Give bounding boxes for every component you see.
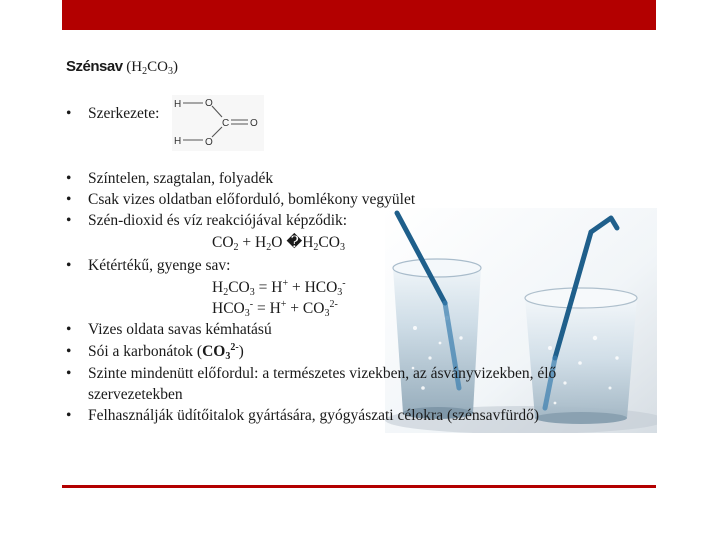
eq-sub: 3 [225, 351, 231, 362]
eq-sup: - [342, 278, 346, 289]
eq-part: + H [238, 234, 267, 251]
bullet-text: Csak vizes oldatban előforduló, bomlékony vegyület [88, 191, 416, 208]
bullet-text: szervezetekben [88, 386, 183, 403]
eq-sub: 3 [339, 242, 345, 253]
equation-dissociation-1 [212, 278, 346, 298]
bullet-text: Kétértékű, gyenge sav: [88, 257, 231, 274]
bullet-dot: • [66, 212, 72, 229]
eq-sup: - [249, 299, 254, 310]
eq-sub: 2 [313, 242, 319, 253]
bullet-dot: • [66, 105, 72, 122]
equilibrium-symbol: � [286, 234, 303, 251]
atom-c: C [222, 118, 230, 129]
title-formula-part: CO [147, 59, 168, 75]
bullet-text [88, 342, 244, 362]
eq-part: + HCO [288, 279, 338, 296]
bullet-text: Vizes oldata savas kémhatású [88, 321, 272, 338]
eq-part: H [212, 279, 224, 296]
bullet-text-part: Sói a karbonátok ( [88, 343, 203, 360]
slide-title [66, 58, 178, 76]
title-formula-sub: 2 [142, 66, 148, 77]
bullet-text: Színtelen, szagtalan, folyadék [88, 170, 274, 187]
eq-part: CO [228, 279, 250, 296]
eq-part: = H [253, 300, 281, 317]
bullet-text: Szén-dioxid és víz reakciójával képződik: [88, 212, 348, 229]
eq-sup: 2- [230, 342, 239, 353]
glasses-photo [385, 208, 657, 433]
equation-formation [212, 233, 345, 253]
top-accent-bar [62, 0, 656, 30]
bullet-dot: • [66, 170, 72, 187]
eq-sub: 3 [244, 308, 250, 319]
equation-dissociation-2 [212, 299, 338, 319]
atom-h2: H [174, 136, 182, 147]
eq-sub: 3 [249, 287, 255, 298]
atom-h1: H [174, 99, 182, 110]
title-formula-part: (H [122, 59, 143, 75]
eq-part: H [302, 234, 314, 251]
bullet-dot: • [66, 321, 72, 338]
eq-sup: + [280, 299, 287, 310]
eq-sub: 3 [324, 308, 330, 319]
eq-part: + CO [286, 300, 325, 317]
eq-part: CO [318, 234, 340, 251]
title-formula-sub: 3 [167, 66, 173, 77]
bullet-text-part: ) [238, 343, 244, 360]
eq-part: O [271, 234, 287, 251]
eq-sub: 3 [337, 287, 343, 298]
bullet-dot: • [66, 343, 72, 360]
eq-sub: 2 [223, 287, 229, 298]
eq-sup: + [282, 278, 289, 289]
atom-o3: O [250, 118, 258, 129]
eq-part: = H [254, 279, 283, 296]
bullet-dot: • [66, 257, 72, 274]
eq-sup: 2- [329, 299, 338, 310]
carbonate-formula: CO [202, 343, 226, 360]
eq-part: HCO [212, 300, 245, 317]
eq-sub: 2 [266, 242, 272, 253]
eq-part: CO [212, 234, 234, 251]
bullet-text: Szerkezete: [88, 105, 160, 122]
bullet-dot: • [66, 407, 72, 424]
bullet-text: Felhasználják üdítőitalok gyártására, gyógyászati célokra (szénsavfürdő) [88, 407, 540, 424]
title-formula-part: ) [172, 59, 178, 75]
structural-formula [172, 95, 264, 151]
atom-o2: O [205, 137, 213, 148]
title-word: Szénsav [66, 58, 123, 75]
bullet-dot: • [66, 191, 72, 208]
atom-o1: O [205, 98, 213, 109]
bottom-accent-rule [62, 485, 656, 488]
bullet-text: Szinte mindenütt előfordul: a természetes vizekben, az ásványvizekben, élő [88, 365, 557, 382]
eq-sub: 2 [233, 242, 239, 253]
bullet-dot: • [66, 365, 72, 382]
